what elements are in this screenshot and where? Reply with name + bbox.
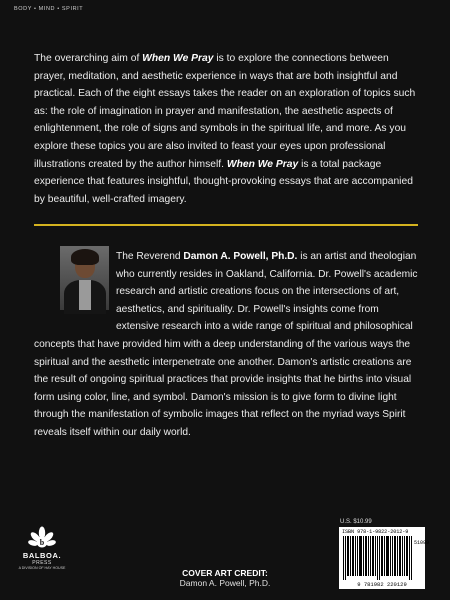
- publisher-division: A DIVISION OF HAY HOUSE: [18, 566, 66, 570]
- publisher-name: BALBOA.: [22, 551, 62, 560]
- book-title-inline: When We Pray: [142, 53, 214, 64]
- credit-name: Damon A. Powell, Ph.D.: [179, 578, 271, 588]
- cover-art-credit: [150, 568, 300, 588]
- gold-divider: [34, 224, 418, 226]
- price-label: U.S. $10.99: [340, 519, 372, 525]
- description-text-start: The overarching aim of: [34, 53, 143, 64]
- bio-text-start: The Reverend: [116, 251, 184, 262]
- author-bio: [34, 248, 418, 442]
- barcode-digits: 9 781982 220129: [357, 581, 407, 588]
- publisher-logo: [14, 526, 70, 590]
- description-text-middle: is to explore the connections between prayer, meditation, and aesthetic experience in ways that are both insightful and practical. Each of the eight essays takes the reader on an exploration of topics such as: the role of imagination in prayer and manifestation, the aesthetic aspects of enlightenment, the role of signs and symbols in the spiritual life, and more. As you explore these topics you are also invited to feast your eyes upon professional illustrations created by the author himself.: [34, 53, 416, 170]
- bio-text-rest: is an artist and theologian who currently resides in Oakland, California. Dr. Powell's academic research and artistic creations focus on the intersections of art, aesthetics, and spirituality. Dr. Powell's insights come from extensive research into a wide range of spiritual and philosophical concepts that have provided him with a deep understanding of the various ways the spiritual and the aesthetic interpenetrate one another. Damon's artistic creations are the result of ongoing spiritual practices that provide insights that he births into visual form using color, line, and symbol. Damon's mission is to give form to divine light through the manifestation of symbolic images that reflect on the myriad ways Spirit reveals itself within our daily world.: [34, 251, 418, 438]
- credit-heading: COVER ART CREDIT:: [182, 568, 268, 578]
- book-title-inline-second: When We Pray: [226, 158, 299, 170]
- description-paragraph: [34, 50, 418, 208]
- barcode-bars: [343, 536, 430, 580]
- description-text-end: is a total package experience that features insightful, thought-provoking essays that are accompanied by beautiful, well-crafted imagery.: [34, 158, 413, 205]
- isbn-number: ISBN 978-1-9822-2012-9: [342, 529, 409, 535]
- category-label: BODY • MIND • SPIRIT: [14, 6, 84, 12]
- isbn-barcode: [339, 527, 430, 589]
- author-name: Damon A. Powell, Ph.D.: [183, 251, 298, 262]
- publisher-sub: PRESS: [32, 560, 52, 566]
- svg-text:b: b: [39, 538, 45, 547]
- lotus-icon: [29, 526, 55, 552]
- price-code: 51099: [414, 540, 430, 546]
